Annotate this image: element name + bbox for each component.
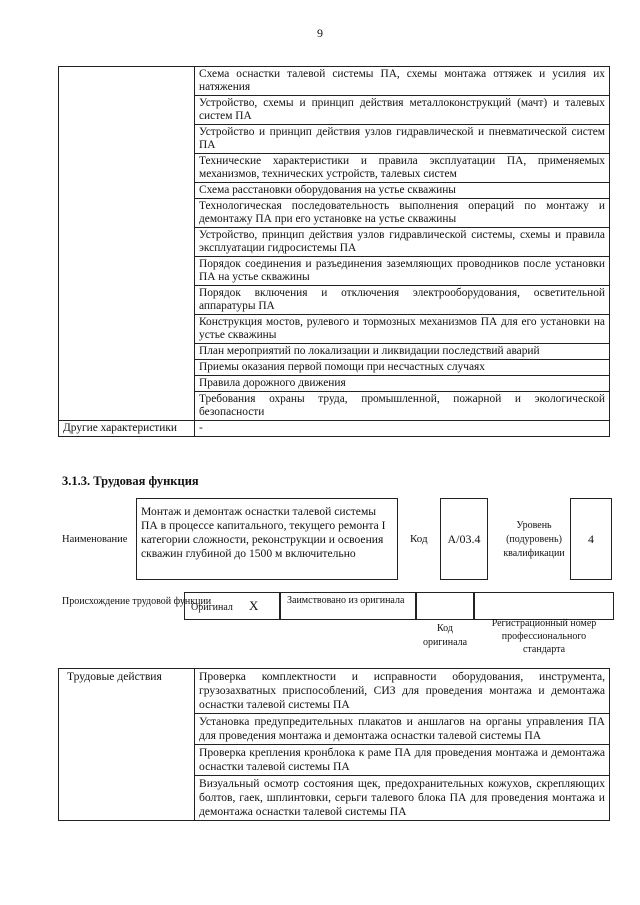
name-label: Наименование bbox=[62, 534, 128, 545]
level-label: Уровень (подуровень) квалификации bbox=[503, 520, 565, 559]
other-characteristics-value: - bbox=[195, 421, 610, 437]
requirement-cell: План мероприятий по локализации и ликвидации последствий аварий bbox=[195, 344, 610, 360]
requirement-cell: Порядок соединения и разъединения заземляющих проводников после установки ПА на устье скважины bbox=[195, 257, 610, 286]
empty-label-cell bbox=[59, 67, 195, 421]
origin-label: Происхождение трудовой функции bbox=[62, 596, 212, 607]
requirement-cell: Требования охраны труда, промышленной, пожарной и экологической безопасности bbox=[195, 392, 610, 421]
requirement-cell: Правила дорожного движения bbox=[195, 376, 610, 392]
requirement-cell: Технологическая последовательность выполнения операций по монтажу и демонтажу ПА при его установке на устье скважины bbox=[195, 199, 610, 228]
labor-actions-table bbox=[58, 668, 610, 821]
requirement-cell: Технические характеристики и правила эксплуатации ПА, применяемых механизмов, технических устройств, талевых систем bbox=[195, 154, 610, 183]
code-original-cell bbox=[416, 592, 474, 620]
code-box: А/03.4 bbox=[440, 498, 488, 580]
labor-actions-label: Трудовые действия bbox=[59, 669, 195, 821]
other-characteristics-label: Другие характеристики bbox=[59, 421, 195, 437]
labor-action-cell: Установка предупредительных плакатов и аншлагов на органы управления ПА для проведения монтажа и демонтажа оснастки талевой системы ПА bbox=[195, 714, 610, 745]
level-box: 4 bbox=[570, 498, 612, 580]
section-title: 3.1.3. Трудовая функция bbox=[62, 474, 199, 488]
requirement-cell: Схема расстановки оборудования на устье скважины bbox=[195, 183, 610, 199]
labor-action-cell: Проверка комплектности и исправности оборудования, инструмента, грузозахватных приспособлений, СИЗ для проведения монтажа и демонтажа оснастки талевой системы ПА bbox=[195, 669, 610, 714]
original-label: Оригинал bbox=[191, 602, 233, 613]
page-number: 9 bbox=[317, 26, 323, 40]
reg-number-cell bbox=[474, 592, 614, 620]
table-row bbox=[59, 421, 610, 437]
requirement-cell: Приемы оказания первой помощи при несчастных случаях bbox=[195, 360, 610, 376]
code-label: Код bbox=[410, 533, 428, 545]
borrowed-cell: Заимствовано из оригинала bbox=[280, 592, 416, 620]
code-original-label: Код оригинала bbox=[422, 623, 468, 648]
original-mark: Х bbox=[249, 598, 259, 613]
table-row bbox=[59, 67, 610, 96]
requirement-cell: Конструкция мостов, рулевого и тормозных механизмов ПА для его установки на устье скважины bbox=[195, 315, 610, 344]
requirement-cell: Устройство и принцип действия узлов гидравлической и пневматической систем ПА bbox=[195, 125, 610, 154]
requirement-cell: Схема оснастки талевой системы ПА, схемы монтажа оттяжек и усилия их натяжения bbox=[195, 67, 610, 96]
reg-number-label: Регистрационный номер профессионального стандарта bbox=[491, 618, 597, 655]
requirement-cell: Порядок включения и отключения электрооборудования, осветительной аппаратуры ПА bbox=[195, 286, 610, 315]
original-cell bbox=[184, 592, 280, 620]
requirements-table bbox=[58, 66, 610, 437]
requirement-cell: Устройство, схемы и принцип действия металлоконструкций (мачт) и талевых систем ПА bbox=[195, 96, 610, 125]
table-row bbox=[59, 669, 610, 714]
requirement-cell: Устройство, принцип действия узлов гидравлической системы, схемы и правила эксплуатации гидросистемы ПА bbox=[195, 228, 610, 257]
labor-action-cell: Визуальный осмотр состояния щек, предохранительных кожухов, скрепляющих болтов, гаек, шплинтовки, серьги талевого блока ПА для проведения монтажа и демонтажа оснастки талевой системы ПА bbox=[195, 776, 610, 821]
labor-action-cell: Проверка крепления кронблока к раме ПА для проведения монтажа и демонтажа оснастки талевой системы ПА bbox=[195, 745, 610, 776]
function-name-box: Монтаж и демонтаж оснастки талевой системы ПА в процессе капитального, текущего ремонта I категории сложности, реконструкции и освоения скважин глубиной до 1500 м включительно bbox=[136, 498, 398, 580]
